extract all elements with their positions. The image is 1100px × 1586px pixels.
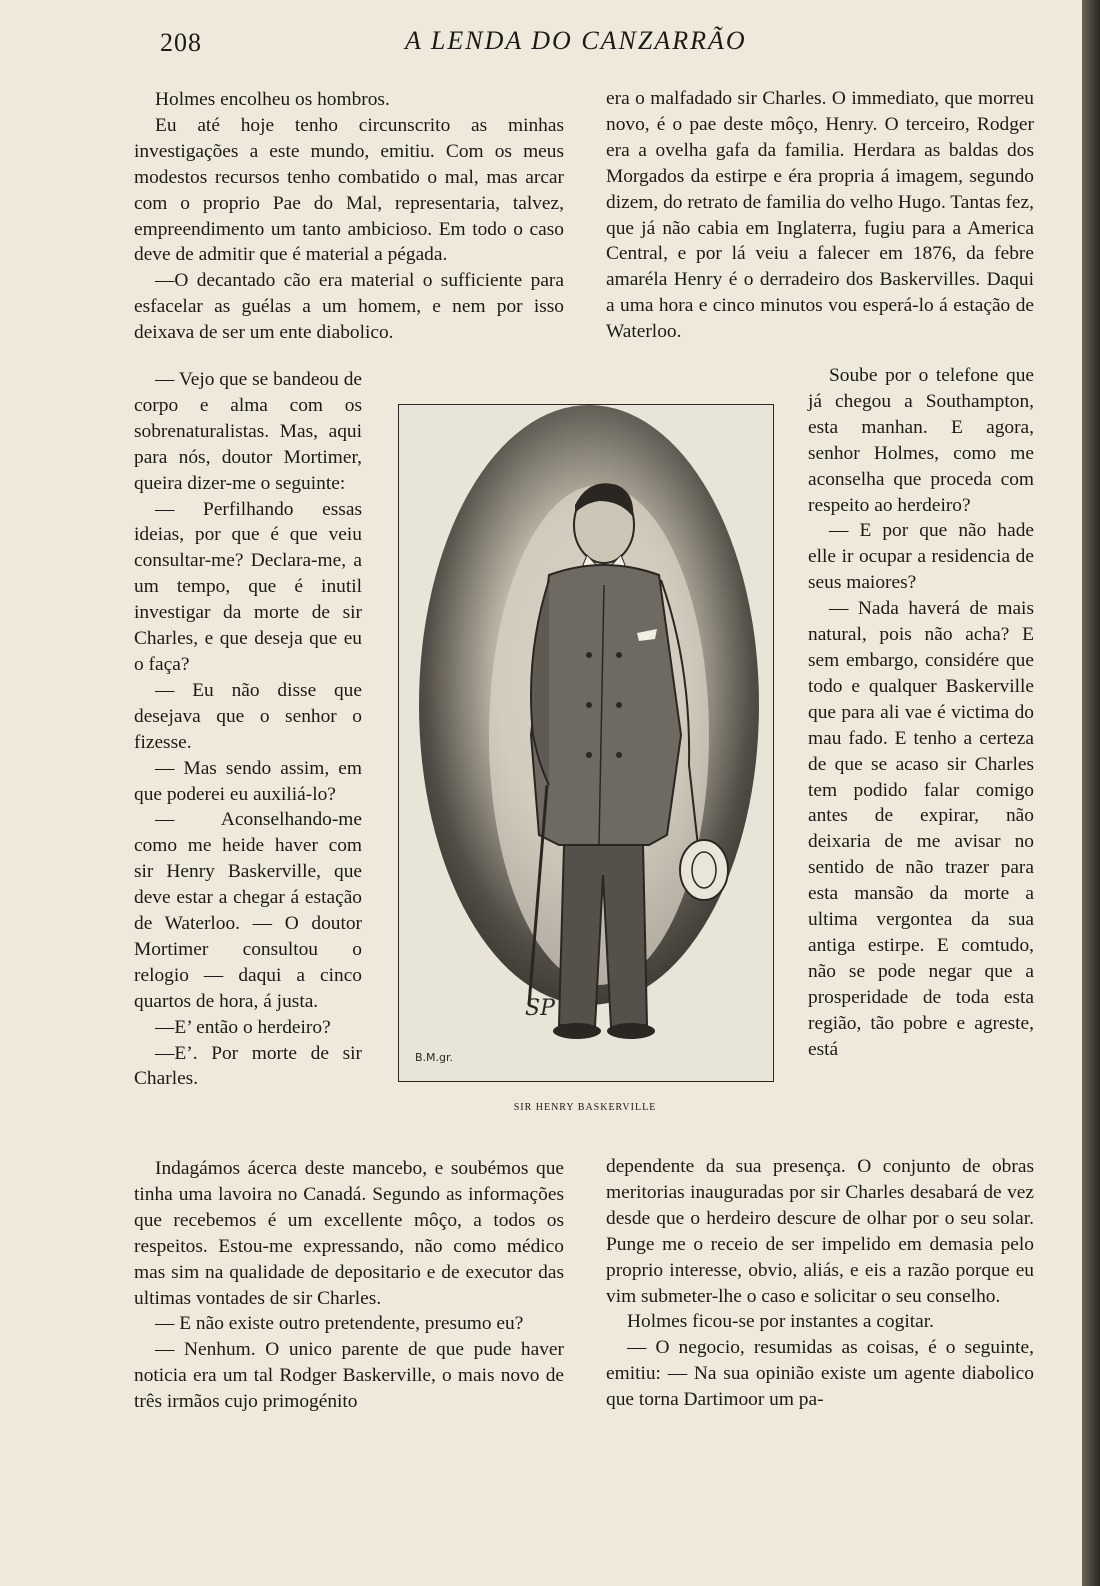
paragraph: — Vejo que se bandeou de corpo e alma com os sobrenaturalistas. Mas, aqui para nós, doutor Mortimer, queira dizer-me o seguinte: (134, 369, 362, 494)
left-column-top (134, 87, 564, 346)
page-number: 208 (160, 28, 202, 57)
paragraph: — Eu não disse que desejava que o senhor o fizesse. (134, 679, 362, 753)
paragraph: Soube por o telefone que já chegou a Southampton, esta manhan. E agora, senhor Holmes, como me aconselha que proceda com respeito ao herdeiro? (808, 365, 1034, 516)
artist-signature: SP (525, 996, 555, 1021)
paragraph: — E não existe outro pretendente, presumo eu? (155, 1313, 524, 1335)
paragraph: — Perfilhando essas ideias, por que é que veiu consultar-me? Declara-me, a um tempo, que é inutil investigar da morte de sir Charles, e que deseja que eu o faça? (134, 498, 362, 675)
left-column-beside-figure (134, 367, 362, 1092)
paragraph: —E’. Por morte de sir Charles. (134, 1042, 362, 1090)
paragraph: — E por que não hade elle ir ocupar a residencia de seus maiores? (808, 520, 1034, 594)
portrait-illustration (398, 404, 774, 1082)
right-column-top (606, 86, 1034, 345)
paragraph: —E’ então o herdeiro? (155, 1016, 331, 1038)
paragraph: Holmes encolheu os hombros. (155, 89, 390, 110)
paragraph: —O decantado cão era material o sufficiente para esfacelar as guélas a um homem, e nem por isso deixava de ser um ente diabolico. (134, 270, 564, 344)
paragraph: — Nenhum. O unico parente de que pude haver noticia era um tal Rodger Baskerville, o mais novo de três irmãos cujo primogénito (134, 1339, 564, 1413)
paragraph: dependente da sua presença. O conjunto de obras meritorias inauguradas por sir Charles desabará de vez desde que o herdeiro descure de olhar por o seu solar. Punge me o receio de ser impelido em demasia pelo proprio interesse, obvio, aliás, e eis a razão porque eu vim submeter-lhe o caso e solicitar o seu conselho. (606, 1156, 1034, 1307)
page-edge (1082, 0, 1100, 1586)
paragraph: — Aconselhando-me como me heide haver com sir Henry Baskerville, que deve estar a chegar á estação de Waterloo. — O doutor Mortimer consultou o relogio — daqui a cinco quartos de hora, á justa. (134, 809, 362, 1012)
paragraph: Holmes ficou-se por instantes a cogitar. (627, 1311, 934, 1333)
running-title: A LENDA DO CANZARRÃO (405, 26, 747, 55)
figure-caption: SIR HENRY BASKERVILLE (513, 1102, 657, 1113)
paragraph: — Nada haverá de mais natural, pois não acha? E sem embargo, considére que todo e qualquer Baskerville que para ali vae é victima do mau fado. E tenho a certeza de que se acaso sir Charles tem podido falar comigo antes de expirar, não deixaria de me avisar no sentido de não trazer para esta mansão da morte a ultima vergontea da sua antiga estirpe. E comtudo, não se pode negar que a prosperidade de toda esta região, tão pobre e agreste, está (808, 598, 1034, 1060)
paragraph: Indagámos ácerca deste mancebo, e soubémos que tinha uma lavoira no Canadá. Segundo as informações que recebemos é um excellente môço, a todos os respeitos. Estou-me expressando, não como médico mas sim na qualidade de depositario e de executor das ultimas vontades de sir Charles. (134, 1158, 564, 1309)
left-column-bottom (134, 1156, 564, 1415)
page-header (0, 26, 1082, 60)
paragraph: Eu até hoje tenho circunscrito as minhas investigações a este mundo, emitiu. Com os meus modestos recursos tenho combatido o mal, mas arcar com o proprio Pae do Mal, representaria, talvez, empreendimento um tanto ambicioso. Em todo o caso deve de admitir que é material a pégada. (134, 114, 564, 266)
right-column-beside-figure (808, 363, 1034, 1062)
engraver-mark: B.M.gr. (415, 1051, 454, 1064)
paragraph: — Mas sendo assim, em que poderei eu auxiliá-lo? (134, 757, 362, 805)
portrait-drawing (399, 405, 773, 1081)
paragraph: — O negocio, resumidas as coisas, é o seguinte, emitiu: — Na sua opinião existe um agente diabolico que torna Dartimoor um pa- (606, 1337, 1034, 1411)
right-column-bottom (606, 1154, 1034, 1413)
paragraph: era o malfadado sir Charles. O immediato, que morreu novo, é o pae deste môço, Henry. O terceiro, Rodger era a ovelha gafa da familia. Herdara as baldas dos Morgados da estirpe e éra propria á imagem, segundo dizem, do retrato de familia do velho Hugo. Tantas fez, que já não cabia em Inglaterra, fugiu para a America Central, e por lá veiu a falecer em 1876, da febre amaréla Henry é o derradeiro dos Baskervilles. Daqui a uma hora e cinco minutos vou esperá-lo á estação de Waterloo. (606, 88, 1034, 343)
